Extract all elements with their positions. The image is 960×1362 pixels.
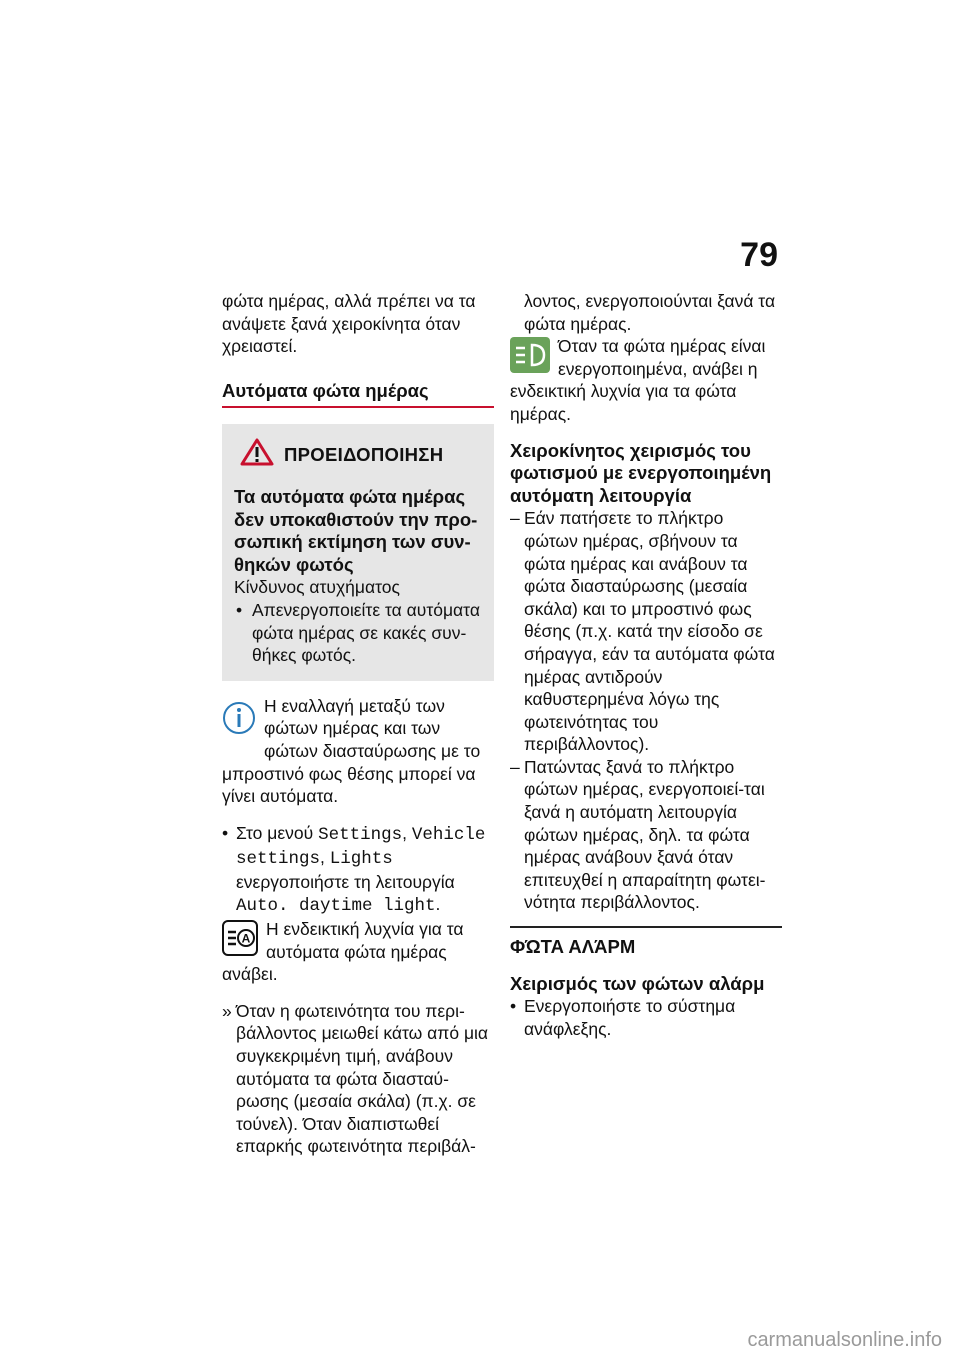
manual-step-2: – Πατώντας ξανά το πλήκτρο φώτων ημέρας, ενεργοποιεί-ται ξανά η αυτόματη λειτουργία φώτων ημέρας, δηλ. τα φώτα ημέρας ανάβουν ξανά όταν επιτευχθεί η απαραίτητη φωτει-νότητα περιβάλλοντος. — [510, 756, 782, 914]
info-note — [222, 695, 494, 808]
alarm-section-title: ΦΏΤΑ ΑΛΆΡΜ — [510, 936, 636, 958]
page-number: 79 — [740, 236, 778, 274]
menu-auto-daytime-light: Auto. daytime light — [236, 896, 436, 917]
svg-text:A: A — [241, 931, 251, 946]
menu-instruction: • Στο μενού Settings, Vehicle settings, Lights ενεργοποιήστε τη λειτουργία Auto. daytime light. — [222, 822, 494, 918]
section-divider — [222, 406, 494, 408]
manual-operation-title: Χειροκίνητος χειρισμός του φωτισμού με ενεργοποιημένη αυτόματη λειτουργία — [510, 439, 772, 506]
menu-vehicle-settings: Vehicle settings — [236, 824, 486, 870]
warning-cause: Κίνδυνος ατυχήματος — [234, 577, 400, 598]
alarm-operation-title: Χειρισμός των φώτων αλάρμ — [510, 972, 765, 994]
watermark: carmanualsonline.info — [747, 1329, 942, 1351]
warning-box — [222, 424, 494, 680]
daytime-light-indicator-icon — [510, 337, 550, 379]
section-title-auto-daytime: Αυτόματα φώτα ημέρας — [222, 379, 429, 401]
intro-text: φώτα ημέρας, αλλά πρέπει να τα ανάψετε ξανά χειροκίνητα όταν χρειαστεί. — [222, 291, 476, 357]
menu-lights: Lights — [329, 849, 393, 870]
manual-step-1: – Εάν πατήσετε το πλήκτρο φώτων ημέρας, σβήνουν τα φώτα ημέρας και ανάβουν τα φώτα διασταύρωσης (μεσαία σκάλα) και το μπροστινό φως θέσης (π.χ. κατά την είσοδο σε σήραγγα, εάν τα αυτόματα φώτα ημέρας αντιδρούν καθυστερημένα λόγω της φωτεινότητας του περιβάλλοντος). — [510, 507, 782, 756]
indicator-note — [222, 918, 494, 986]
result-continued: λοντος, ενεργοποιούνται ξανά τα φώτα ημέρας. — [524, 291, 776, 334]
result-text: » Όταν η φωτεινότητα του περι-βάλλοντος μειωθεί κάτω από μια συγκεκριμένη τιμή, ανάβουν αυτόματα τα φώτα διασταύ-ρωσης (μεσαία σκάλα) (π.χ. σε τούνελ). Όταν διαπιστωθεί επαρκής φωτεινότητα περιβάλ- — [222, 1000, 494, 1158]
warning-subtitle: Τα αυτόματα φώτα ημέρας δεν υποκαθιστούν την προ-σωπική εκτίμηση των συν-θηκών φωτός — [234, 485, 478, 575]
left-column — [222, 290, 494, 1158]
lamp-note-text: Όταν τα φώτα ημέρας είναι ενεργοποιημένα, ανάβει η ενδεικτική λυχνία για τα φώτα ημέρας. — [510, 336, 766, 424]
right-column — [510, 290, 782, 1040]
warning-title: ΠΡΟΕΙΔΟΠΟΙΗΣΗ — [284, 443, 444, 465]
info-icon — [222, 697, 256, 743]
warning-triangle-icon — [240, 438, 274, 472]
auto-daytime-light-indicator-icon — [222, 920, 258, 962]
warning-bullet: • Απενεργοποιείτε τα αυτόματα φώτα ημέρας σε κακές συν-θήκες φωτός. — [234, 599, 482, 667]
indicator-note-text: Η ενδεικτική λυχνία για τα αυτόματα φώτα ημέρας ανάβει. — [222, 919, 464, 985]
lamp-note — [510, 335, 782, 425]
alarm-instruction: • Ενεργοποιήστε το σύστημα ανάφλεξης. — [510, 995, 782, 1040]
info-note-text: Η εναλλαγή μεταξύ των φώτων ημέρας και των φώτων διασταύρωσης με το μπροστινό φως θέσης μπορεί να γίνει αυτόματα. — [222, 695, 481, 807]
menu-settings: Settings — [318, 824, 403, 845]
